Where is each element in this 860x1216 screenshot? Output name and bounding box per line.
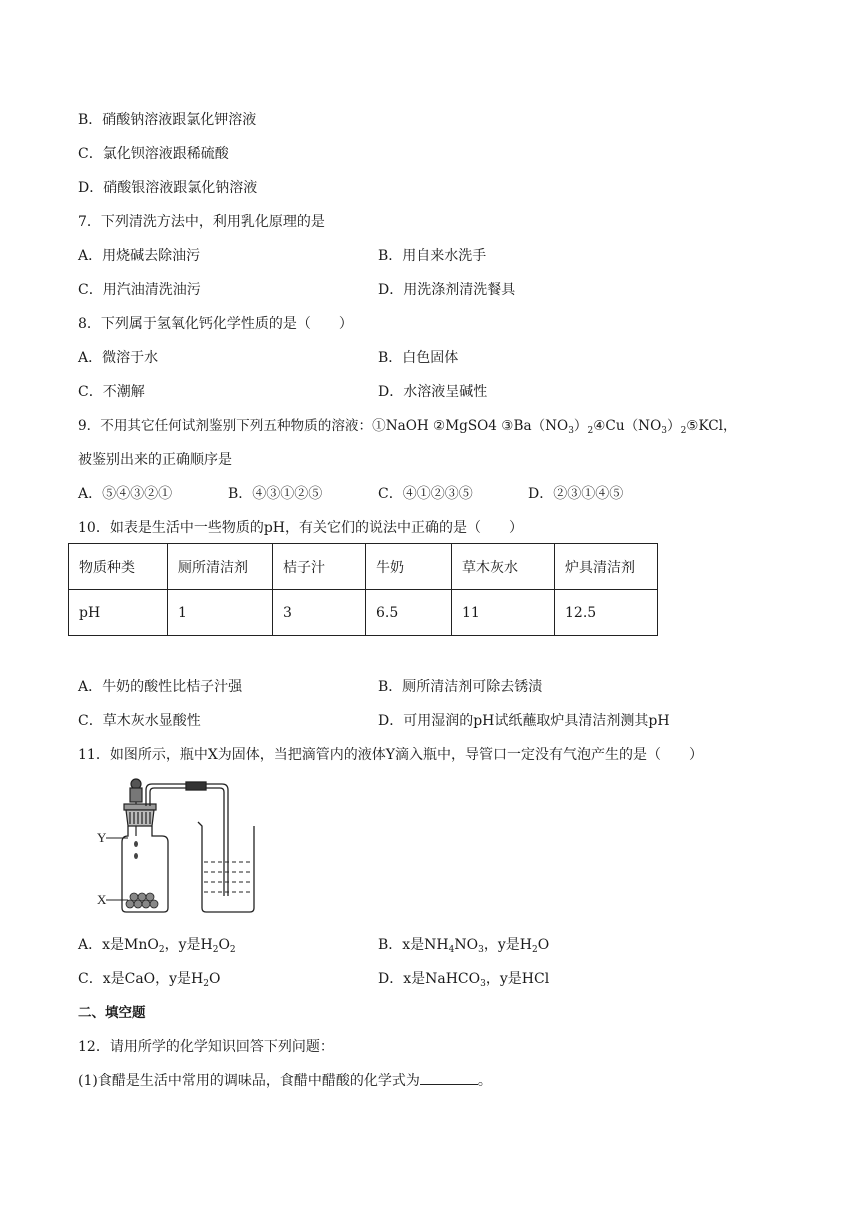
q9-option-d: D．②③①④⑤ <box>528 486 624 502</box>
table-cell: 6.5 <box>366 590 452 636</box>
q10-option-a: A．牛奶的酸性比桔子汁强 <box>78 679 243 695</box>
table-cell: 牛奶 <box>366 544 452 590</box>
table-cell: pH <box>69 590 168 636</box>
table-cell: 草木灰水 <box>452 544 555 590</box>
q8-option-d: D．水溶液呈碱性 <box>378 384 488 400</box>
table-cell: 1 <box>168 590 273 636</box>
label-y: Y <box>97 830 107 845</box>
table-cell: 物质种类 <box>69 544 168 590</box>
q7-option-a: A．用烧碱去除油污 <box>78 248 201 264</box>
table-cell: 3 <box>273 590 366 636</box>
q6-option-b: B．硝酸钠溶液跟氯化钾溶液 <box>78 112 257 128</box>
table-row-header <box>69 544 658 590</box>
table-cell: 炉具清洁剂 <box>555 544 658 590</box>
q7-option-d: D．用洗涤剂清洗餐具 <box>378 282 516 298</box>
liquid-drops <box>134 841 138 859</box>
table-cell: 12.5 <box>555 590 658 636</box>
table-cell: 11 <box>452 590 555 636</box>
q11-option-c: C．x是CaO，y是$H_2O$ <box>78 971 221 989</box>
q11-option-b: B．x是$NH_4NO_3$，y是$H_2O$ <box>378 937 550 955</box>
q9-option-c: C．④①②③⑤ <box>378 486 473 502</box>
table-cell: 厕所清洁剂 <box>168 544 273 590</box>
q8-option-c: C．不潮解 <box>78 384 145 400</box>
q10-option-c: C．草木灰水显酸性 <box>78 713 201 729</box>
q11-stem: 11．如图所示，瓶中X为固体，当把滴管内的液体Y滴入瓶中，导管口一定没有气泡产生的是（ ） <box>78 747 704 763</box>
table-cell: 桔子汁 <box>273 544 366 590</box>
q11-option-a: A．x是MnO$_2$，y是$H_2O_2$ <box>78 937 236 955</box>
ph-table <box>68 543 658 636</box>
q10-stem: 10．如表是生活中一些物质的pH，有关它们的说法中正确的是（ ） <box>78 520 523 536</box>
table-row <box>69 590 658 636</box>
beaker <box>196 820 260 916</box>
q12-part1: (1)食醋是生活中常用的调味品，食醋中醋酸的化学式为 。 <box>78 1073 492 1089</box>
label-x: X <box>97 892 107 907</box>
stopper <box>124 804 156 826</box>
q9-option-b: B．④③①②⑤ <box>228 486 323 502</box>
q7-option-b: B．用自来水洗手 <box>378 248 487 264</box>
q9-option-a: A．⑤④③②① <box>78 486 173 502</box>
q9-stem-line2: 被鉴别出来的正确顺序是 <box>78 452 232 468</box>
q6-option-c: C．氯化钡溶液跟稀硫酸 <box>78 146 229 162</box>
q8-stem: 8．下列属于氢氧化钙化学性质的是（ ） <box>78 316 353 332</box>
q7-option-c: C．用汽油清洗油污 <box>78 282 201 298</box>
q10-option-d: D．可用湿润的pH试纸蘸取炉具清洁剂测其pH <box>378 713 670 729</box>
q10-option-b: B．厕所清洁剂可除去锈渍 <box>378 679 543 695</box>
solid-particles <box>126 893 158 908</box>
section-title: 二、填空题 <box>78 1005 146 1021</box>
q6-option-d: D．硝酸银溶液跟氯化钠溶液 <box>78 180 258 196</box>
q12-stem: 12．请用所学的化学知识回答下列问题： <box>78 1039 334 1055</box>
q9-stem-line1: 9．不用其它任何试剂鉴别下列五种物质的溶液：①NaOH ②MgSO4 $③Ba(NO_3)_2④Cu(NO_3)_2⑤KCl$， <box>78 418 737 436</box>
q7-stem: 7．下列清洗方法中，利用乳化原理的是 <box>78 214 325 230</box>
q11-option-d: D．x是NaHCO$_3$，y是HCl <box>378 971 550 989</box>
q8-option-a: A．微溶于水 <box>78 350 159 366</box>
q8-option-b: B．白色固体 <box>378 350 459 366</box>
answer-blank[interactable] <box>420 1071 478 1085</box>
